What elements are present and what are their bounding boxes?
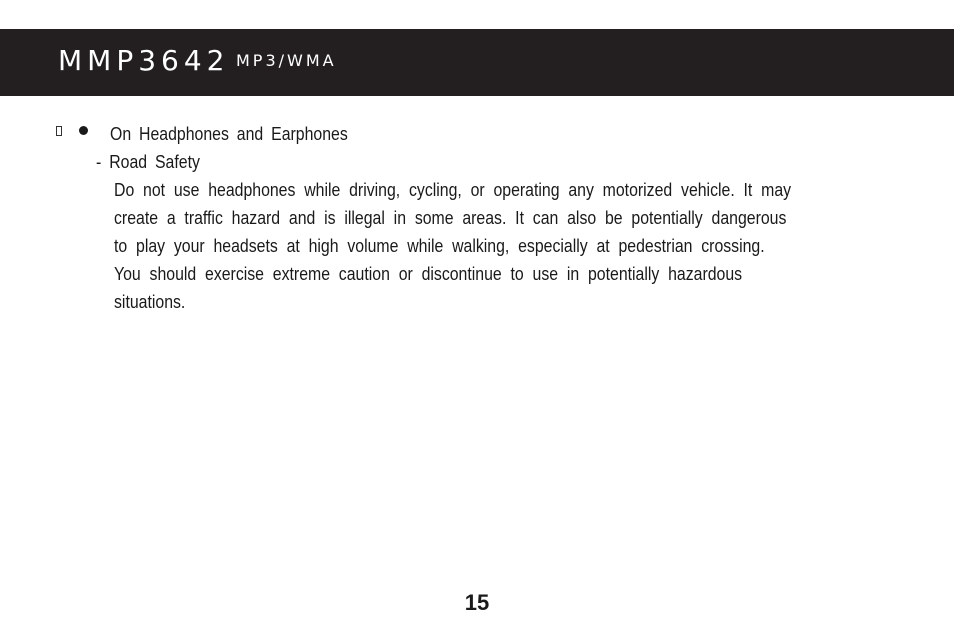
box-glyph-icon (56, 126, 62, 136)
paragraph-line: Do not use headphones while driving, cycling, or operating any motorized vehicle. It may (114, 180, 792, 200)
model-name: MMP3642 (58, 44, 230, 77)
page-number: 15 (464, 590, 490, 615)
paragraph-line: situations. (114, 292, 186, 312)
paragraph-line: create a traffic hazard and is illegal in some areas. It can also be potentially dangerous (114, 208, 787, 228)
section-subheading: - Road Safety (96, 152, 200, 172)
section-heading: On Headphones and Earphones (110, 124, 348, 144)
paragraph-line: You should exercise extreme caution or discontinue to use in potentially hazardous (114, 264, 743, 284)
paragraph-line: to play your headsets at high volume while walking, especially at pedestrian crossing. (114, 236, 765, 256)
bullet-icon (79, 126, 88, 135)
format-label: MP3/WMA (236, 51, 337, 70)
